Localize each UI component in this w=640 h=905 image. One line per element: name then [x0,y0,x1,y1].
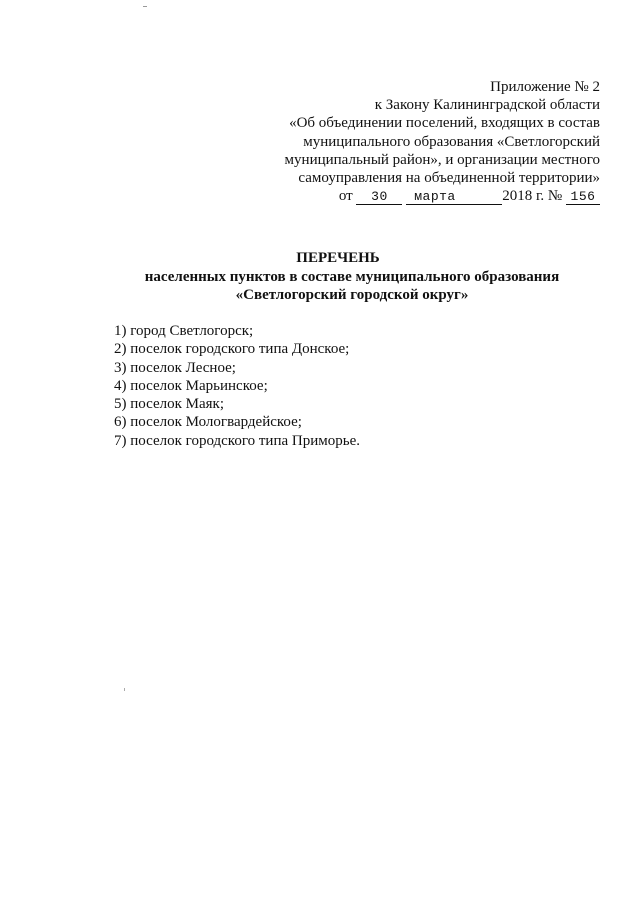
list-item: 3) поселок Лесное; [114,359,236,376]
document-number: 156 [566,190,600,205]
list-item: 5) поселок Маяк; [114,396,225,413]
appendix-law-title-line: «Об объединении поселений, входящих в состав [289,115,600,132]
document-title-block [0,248,640,304]
settlements-list [114,322,360,450]
date-day: 30 [356,190,402,205]
appendix-date-line [240,187,600,205]
appendix-law-title-line: самоуправления на объединенной территории» [298,170,600,187]
scan-speck [143,6,147,7]
list-item: 6) поселок Мологвардейское; [114,414,302,431]
scan-speck [124,688,125,691]
list-item: 7) поселок городского типа Приморье. [114,432,360,449]
date-prefix: от [338,188,353,205]
document-title: ПЕРЕЧЕНЬ [296,250,380,266]
list-item: 1) город Светлогорск; [114,323,254,339]
appendix-law-title-line: муниципального образования «Светлогорский [303,133,600,150]
appendix-law-reference: к Закону Калининградской области [374,97,600,114]
appendix-header [240,78,600,205]
appendix-number: Приложение № 2 [490,79,600,95]
document-subtitle: населенных пунктов в составе муниципального образования [144,269,560,285]
appendix-law-title-line: муниципальный район», и организации местного [284,151,600,168]
document-subtitle: «Светлогорский городской округ» [235,287,469,303]
date-year: 2018 г. № [502,188,563,205]
date-month: марта [406,190,502,205]
list-item: 4) поселок Марьинское; [114,377,268,394]
list-item: 2) поселок городского типа Донское; [114,341,350,358]
